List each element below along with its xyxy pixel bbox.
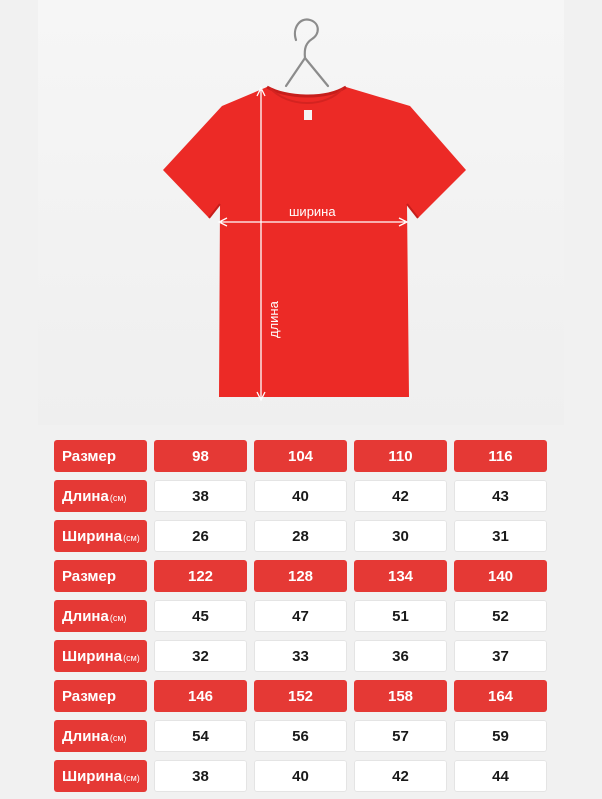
length-row-label: [54, 480, 147, 512]
length-cell: 51: [354, 600, 447, 632]
width-row-label: [54, 640, 147, 672]
width-label-text: Ширина: [62, 767, 123, 785]
length-label: длина: [266, 301, 281, 338]
width-cell: 31: [454, 520, 547, 552]
width-cell: 37: [454, 640, 547, 672]
length-label-text: Длина: [62, 487, 109, 505]
size-cell: 98: [154, 440, 247, 472]
unit-label: (см): [123, 533, 140, 543]
length-cell: 43: [454, 480, 547, 512]
length-cell: 47: [254, 600, 347, 632]
length-cell: 42: [354, 480, 447, 512]
width-cell: 44: [454, 760, 547, 792]
unit-label: (см): [109, 733, 127, 743]
size-cell: 116: [454, 440, 547, 472]
size-cell: 146: [154, 680, 247, 712]
length-cell: 45: [154, 600, 247, 632]
width-cell: 26: [154, 520, 247, 552]
length-cell: 40: [254, 480, 347, 512]
width-cell: 30: [354, 520, 447, 552]
size-cell: 104: [254, 440, 347, 472]
size-cell: 164: [454, 680, 547, 712]
width-row-label: [54, 760, 147, 792]
tshirt-diagram: [38, 0, 564, 425]
product-photo: [38, 0, 564, 425]
width-cell: 36: [354, 640, 447, 672]
width-cell: 38: [154, 760, 247, 792]
size-cell: 140: [454, 560, 547, 592]
length-cell: 59: [454, 720, 547, 752]
length-cell: 52: [454, 600, 547, 632]
width-label: ширина: [289, 204, 336, 219]
width-cell: 32: [154, 640, 247, 672]
hanger-icon: [286, 20, 328, 86]
size-cell: 122: [154, 560, 247, 592]
width-label-text: Ширина: [62, 647, 123, 665]
length-cell: 54: [154, 720, 247, 752]
length-cell: 38: [154, 480, 247, 512]
length-row-label: [54, 600, 147, 632]
label-tag: [304, 110, 312, 120]
size-row-label: Размер: [54, 440, 147, 472]
size-cell: 152: [254, 680, 347, 712]
unit-label: (см): [109, 493, 127, 503]
size-cell: 128: [254, 560, 347, 592]
width-cell: 40: [254, 760, 347, 792]
width-cell: 42: [354, 760, 447, 792]
unit-label: (см): [109, 613, 127, 623]
width-row-label: [54, 520, 147, 552]
length-row-label: [54, 720, 147, 752]
unit-label: (см): [123, 653, 140, 663]
length-label-text: Длина: [62, 607, 109, 625]
size-row-label: Размер: [54, 680, 147, 712]
size-cell: 134: [354, 560, 447, 592]
size-row-label: Размер: [54, 560, 147, 592]
size-cell: 110: [354, 440, 447, 472]
length-label-text: Длина: [62, 727, 109, 745]
size-table: [54, 440, 548, 792]
length-cell: 56: [254, 720, 347, 752]
length-cell: 57: [354, 720, 447, 752]
tshirt-shape: [163, 87, 466, 397]
unit-label: (см): [123, 773, 140, 783]
width-label-text: Ширина: [62, 527, 123, 545]
width-cell: 33: [254, 640, 347, 672]
size-cell: 158: [354, 680, 447, 712]
width-cell: 28: [254, 520, 347, 552]
